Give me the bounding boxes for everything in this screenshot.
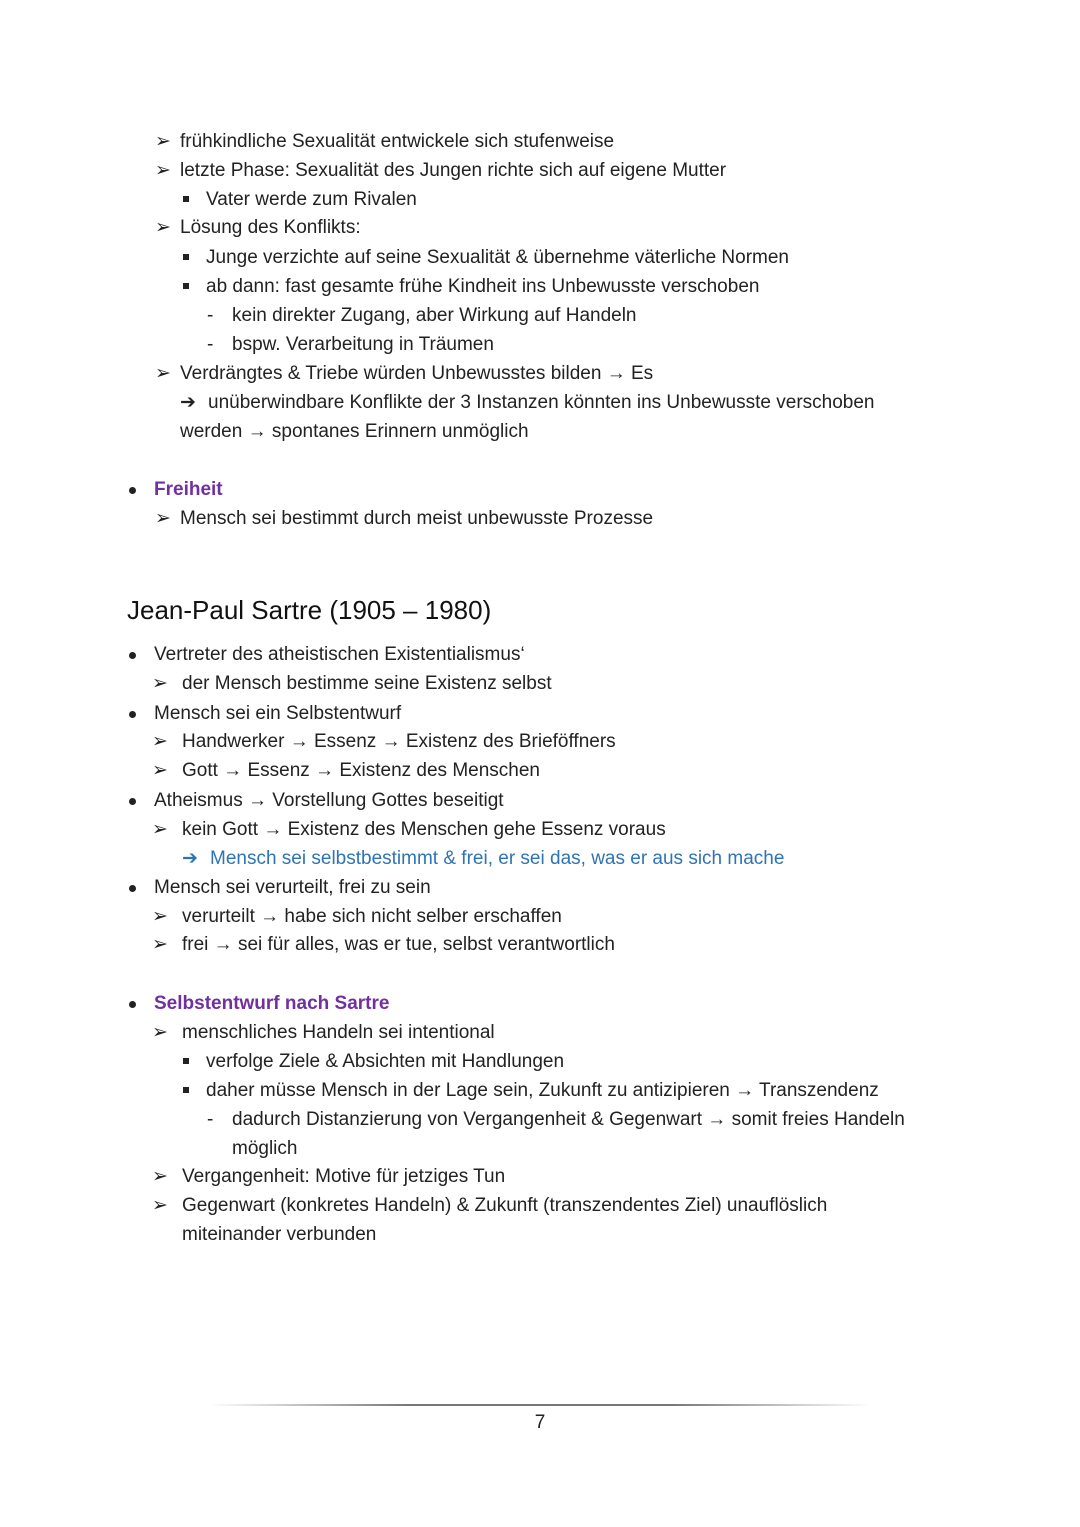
list-item: Gott → Essenz → Existenz des Menschen — [182, 760, 540, 781]
square-bullet-icon — [183, 283, 189, 289]
square-bullet-icon — [183, 1058, 189, 1064]
arrowhead-bullet-icon: ➢ — [152, 1166, 168, 1187]
list-item: Mensch sei verurteilt, frei zu sein — [154, 877, 431, 898]
round-bullet-icon — [129, 1001, 136, 1008]
list-item: unüberwindbare Konflikte der 3 Instanzen könnten ins Unbewusste verschoben — [208, 392, 875, 413]
arrowhead-bullet-icon: ➢ — [155, 131, 171, 152]
list-item: Vater werde zum Rivalen — [206, 189, 417, 210]
list-item: Lösung des Konflikts: — [180, 217, 361, 238]
list-item: Gegenwart (konkretes Handeln) & Zukunft (transzendentes Ziel) unauflöslich — [182, 1195, 828, 1216]
arrowhead-bullet-icon: ➢ — [152, 731, 168, 752]
arrowhead-bullet-icon: ➢ — [152, 934, 168, 955]
arrowhead-bullet-icon: ➢ — [152, 760, 168, 781]
round-bullet-icon — [129, 487, 136, 494]
round-bullet-icon — [129, 711, 136, 718]
square-bullet-icon — [183, 254, 189, 260]
page-number: 7 — [534, 1412, 546, 1433]
arrowhead-bullet-icon: ➢ — [152, 906, 168, 927]
arrowhead-bullet-icon: ➢ — [152, 819, 168, 840]
dash-bullet-icon: - — [207, 305, 214, 326]
highlighted-conclusion: Mensch sei selbstbestimmt & frei, er sei das, was er aus sich mache — [210, 848, 785, 869]
arrow-right-icon: ➔ — [180, 392, 196, 413]
list-item: verurteilt → habe sich nicht selber erschaffen — [182, 906, 562, 927]
list-item: möglich — [232, 1138, 298, 1159]
sartre-heading: Jean-Paul Sartre (1905 – 1980) — [127, 595, 492, 625]
arrowhead-bullet-icon: ➢ — [152, 1022, 168, 1043]
list-item: daher müsse Mensch in der Lage sein, Zukunft zu antizipieren → Transzendenz — [206, 1080, 879, 1101]
list-item: frühkindliche Sexualität entwickele sich stufenweise — [180, 131, 615, 152]
list-item: der Mensch bestimme seine Existenz selbst — [182, 673, 552, 694]
arrowhead-bullet-icon: ➢ — [155, 363, 171, 384]
arrowhead-bullet-icon: ➢ — [155, 217, 171, 238]
arrowhead-bullet-icon: ➢ — [152, 1195, 168, 1216]
list-item: Vergangenheit: Motive für jetziges Tun — [182, 1166, 506, 1187]
list-item: letzte Phase: Sexualität des Jungen richte sich auf eigene Mutter — [180, 160, 727, 181]
list-item: ab dann: fast gesamte frühe Kindheit ins Unbewusste verschoben — [206, 276, 760, 297]
list-item: bspw. Verarbeitung in Träumen — [232, 334, 494, 355]
list-item: dadurch Distanzierung von Vergangenheit & Gegenwart → somit freies Handeln — [232, 1109, 905, 1130]
list-item: Verdrängtes & Triebe würden Unbewusstes bilden → Es — [180, 363, 654, 384]
list-item: kein Gott → Existenz des Menschen gehe Essenz voraus — [182, 819, 666, 840]
list-item: werden → spontanes Erinnern unmöglich — [180, 421, 529, 442]
list-item: Junge verzichte auf seine Sexualität & übernehme väterliche Normen — [206, 247, 789, 268]
list-item: Mensch sei bestimmt durch meist unbewusste Prozesse — [180, 508, 654, 529]
section-heading-freiheit: Freiheit — [154, 479, 223, 500]
list-item: frei → sei für alles, was er tue, selbst verantwortlich — [182, 934, 615, 955]
list-item: miteinander verbunden — [182, 1224, 377, 1245]
list-item: verfolge Ziele & Absichten mit Handlungen — [206, 1051, 565, 1072]
list-item: menschliches Handeln sei intentional — [182, 1022, 495, 1043]
square-bullet-icon — [183, 196, 189, 202]
dash-bullet-icon: - — [207, 334, 214, 355]
list-item: kein direkter Zugang, aber Wirkung auf Handeln — [232, 305, 637, 326]
round-bullet-icon — [129, 885, 136, 892]
dash-bullet-icon: - — [207, 1109, 214, 1130]
list-item: Vertreter des atheistischen Existentialismus‘ — [154, 644, 525, 665]
list-item: Mensch sei ein Selbstentwurf — [154, 703, 402, 724]
arrowhead-bullet-icon: ➢ — [152, 673, 168, 694]
footer-divider — [210, 1404, 870, 1406]
section-heading-selbstentwurf: Selbstentwurf nach Sartre — [154, 993, 390, 1014]
list-item: Atheismus → Vorstellung Gottes beseitigt — [154, 790, 504, 811]
round-bullet-icon — [129, 798, 136, 805]
arrow-right-icon: ➔ — [182, 848, 198, 869]
list-item: Handwerker → Essenz → Existenz des Brieföffners — [182, 731, 616, 752]
arrowhead-bullet-icon: ➢ — [155, 160, 171, 181]
arrowhead-bullet-icon: ➢ — [155, 508, 171, 529]
round-bullet-icon — [129, 652, 136, 659]
square-bullet-icon — [183, 1087, 189, 1093]
